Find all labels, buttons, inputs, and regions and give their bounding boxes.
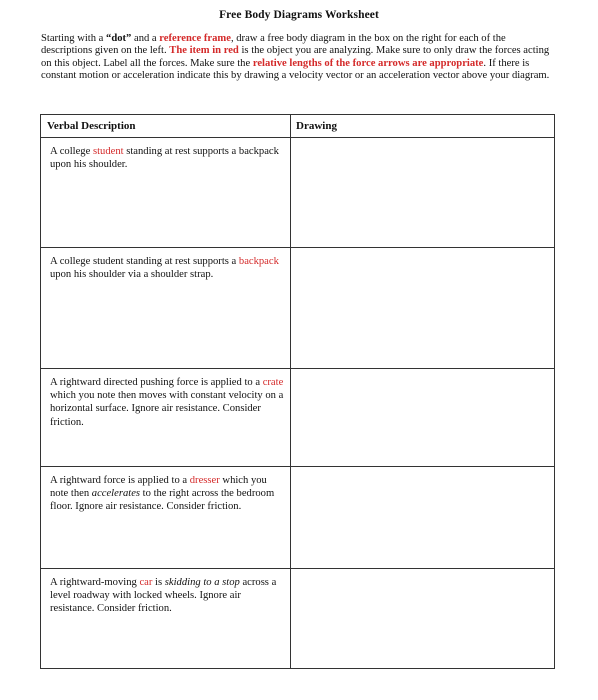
verbal-description-cell bbox=[41, 467, 291, 569]
intro-text: and a bbox=[131, 33, 160, 44]
verbal-description-cell bbox=[41, 569, 291, 669]
relative-lengths-term: relative lengths of the force arrows are appropriate bbox=[252, 57, 484, 69]
emphasized-term: skidding to a stop bbox=[164, 577, 240, 588]
table-header-row bbox=[41, 115, 555, 138]
worksheet-table bbox=[40, 114, 555, 669]
description-segment: A rightward-moving bbox=[50, 577, 140, 588]
description-text bbox=[41, 138, 290, 171]
description-text bbox=[41, 369, 290, 429]
description-segment: A college student standing at rest supports a bbox=[50, 256, 239, 267]
description-segment: to the right across the bedroom floor. Ignore air resistance. Consider friction. bbox=[50, 488, 275, 513]
verbal-description-cell bbox=[41, 138, 291, 248]
intro-text: Starting with a bbox=[41, 33, 107, 44]
worksheet-title: Free Body Diagrams Worksheet bbox=[219, 9, 379, 21]
drawing-box[interactable] bbox=[291, 569, 555, 669]
description-segment: upon his shoulder via a shoulder strap. bbox=[50, 269, 214, 281]
description-segment: A rightward force is applied to a bbox=[50, 475, 190, 486]
description-segment: is bbox=[152, 577, 165, 588]
object-in-red: crate bbox=[262, 377, 284, 388]
table-row bbox=[41, 138, 555, 248]
description-text bbox=[41, 248, 290, 281]
column-header-drawing: Drawing bbox=[291, 115, 555, 138]
reference-frame-term: reference frame bbox=[159, 33, 231, 44]
intro-text: is the object you are analyzing. Make sure to only draw the forces acting on this object. Label all the forces. Make sure the bbox=[41, 45, 550, 69]
description-segment: which you note then moves with constant velocity on a horizontal surface. Ignore air resistance. Consider friction. bbox=[50, 390, 284, 428]
description-segment: A college bbox=[50, 146, 93, 157]
object-in-red: backpack bbox=[238, 256, 279, 267]
instructions-paragraph bbox=[41, 33, 551, 83]
intro-text: , draw a free body diagram in the box on the right for each of the descriptions given on the left. bbox=[41, 33, 506, 57]
intro-text: . If there is constant motion or acceleration indicate this by drawing a velocity vector or an acceleration vector above your diagram. bbox=[41, 57, 550, 82]
description-segment: across a level roadway with locked wheels. Ignore air resistance. Consider friction. bbox=[50, 577, 277, 615]
item-in-red-term: The item in red bbox=[169, 45, 239, 57]
description-segment: standing at rest supports a backpack upon his shoulder. bbox=[50, 146, 279, 171]
table-row bbox=[41, 248, 555, 369]
object-in-red: dresser bbox=[189, 475, 220, 486]
drawing-box[interactable] bbox=[291, 138, 555, 248]
drawing-box[interactable] bbox=[291, 248, 555, 369]
description-text bbox=[41, 569, 290, 616]
dot-term: “dot” bbox=[106, 33, 132, 44]
drawing-box[interactable] bbox=[291, 369, 555, 467]
verbal-description-cell bbox=[41, 369, 291, 467]
column-header-verbal-description: Verbal Description bbox=[41, 115, 291, 138]
emphasized-term: accelerates bbox=[91, 488, 141, 500]
verbal-description-cell bbox=[41, 248, 291, 369]
description-segment: A rightward directed pushing force is applied to a bbox=[50, 377, 263, 388]
table-row bbox=[41, 369, 555, 467]
object-in-red: car bbox=[139, 577, 153, 588]
description-segment: which you note then bbox=[50, 475, 267, 500]
object-in-red: student bbox=[92, 146, 124, 157]
table-row bbox=[41, 569, 555, 669]
table-row bbox=[41, 467, 555, 569]
description-text bbox=[41, 467, 290, 514]
drawing-box[interactable] bbox=[291, 467, 555, 569]
